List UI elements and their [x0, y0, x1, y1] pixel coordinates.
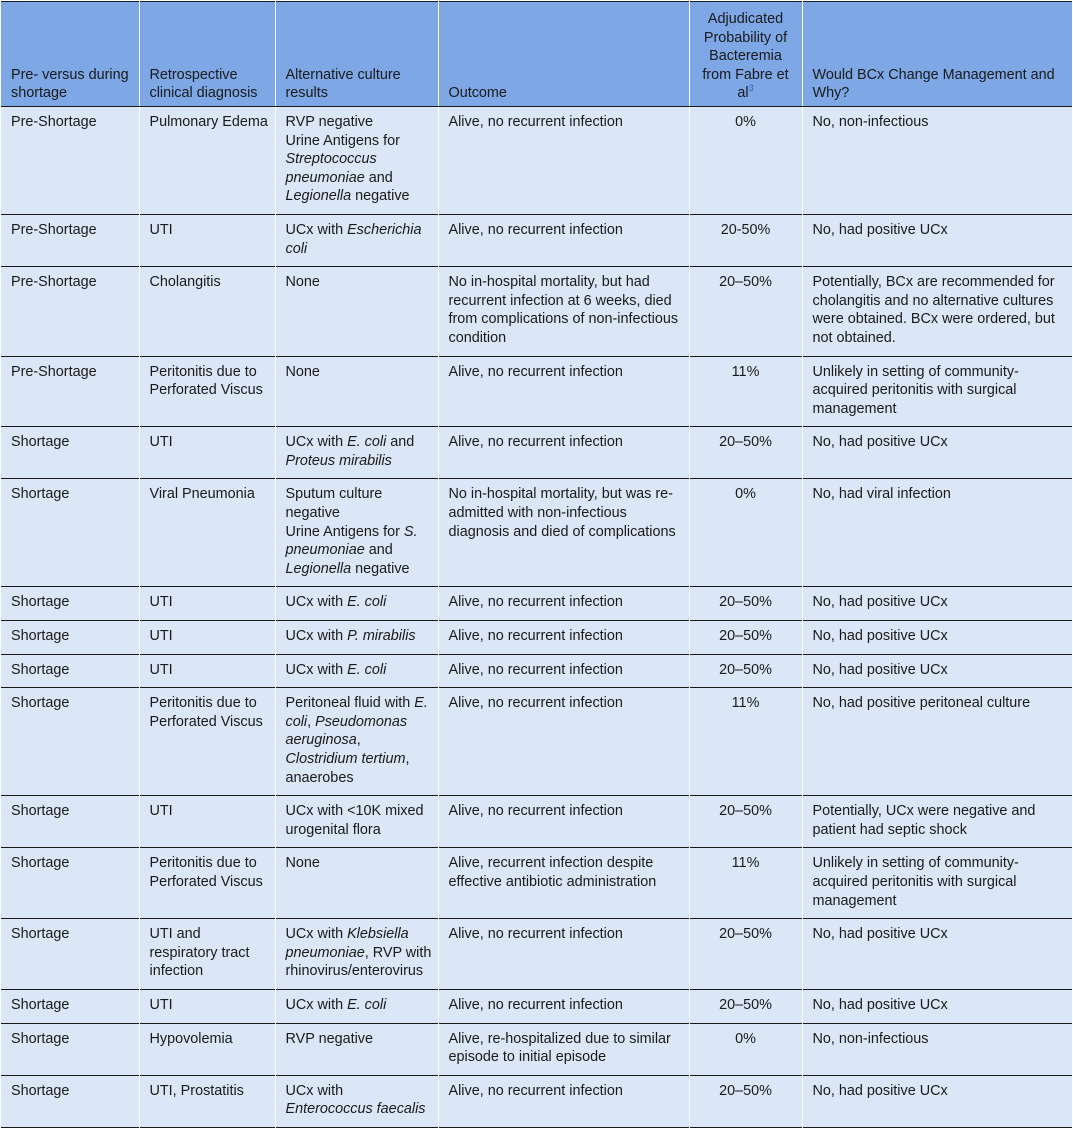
- cell-period: Shortage: [1, 1075, 139, 1127]
- cell-cultures: UCx with Klebsiella pneumoniae, RVP with rhinovirus/enterovirus: [275, 919, 438, 990]
- table-row: [1, 587, 1072, 621]
- table-row: [1, 989, 1072, 1023]
- cell-period: Shortage: [1, 654, 139, 688]
- cell-probability: 0%: [689, 106, 802, 214]
- cell-period: Pre-Shortage: [1, 214, 139, 266]
- cell-probability: 11%: [689, 356, 802, 427]
- header-row: [1, 2, 1072, 107]
- cell-cultures: UCx with Enterococcus faecalis: [275, 1075, 438, 1127]
- cell-cultures: RVP negative Urine Antigens for Streptococcus pneumoniae and Legionella negative: [275, 106, 438, 214]
- cell-period: Shortage: [1, 1023, 139, 1075]
- table-row: [1, 919, 1072, 990]
- cell-change: No, non-infectious: [802, 1023, 1072, 1075]
- cell-diagnosis: Hypovolemia: [139, 1023, 275, 1075]
- cell-probability: 20–50%: [689, 796, 802, 848]
- cell-change: Unlikely in setting of community-acquired peritonitis with surgical management: [802, 848, 1072, 919]
- cell-outcome: No in-hospital mortality, but had recurrent infection at 6 weeks, died from complications of non-infectious condition: [438, 267, 689, 356]
- cell-cultures: None: [275, 848, 438, 919]
- cell-cultures: None: [275, 267, 438, 356]
- cell-diagnosis: UTI: [139, 587, 275, 621]
- cell-probability: 20–50%: [689, 621, 802, 655]
- cell-period: Pre-Shortage: [1, 267, 139, 356]
- cell-change: No, had positive UCx: [802, 621, 1072, 655]
- cell-period: Shortage: [1, 621, 139, 655]
- cell-cultures: UCx with Escherichia coli: [275, 214, 438, 266]
- cell-period: Shortage: [1, 587, 139, 621]
- header-cultures: Alternative culture results: [275, 2, 438, 107]
- table-row: [1, 214, 1072, 266]
- cell-probability: 0%: [689, 1023, 802, 1075]
- header-probability: [689, 2, 802, 107]
- cell-change: No, had positive UCx: [802, 214, 1072, 266]
- header-change: Would BCx Change Management and Why?: [802, 2, 1072, 107]
- cell-period: Shortage: [1, 989, 139, 1023]
- cell-outcome: Alive, no recurrent infection: [438, 587, 689, 621]
- cell-diagnosis: Viral Pneumonia: [139, 479, 275, 587]
- cell-cultures: RVP negative: [275, 1023, 438, 1075]
- cell-period: Shortage: [1, 479, 139, 587]
- cell-cultures: UCx with P. mirabilis: [275, 621, 438, 655]
- cell-period: Pre-Shortage: [1, 106, 139, 214]
- cell-cultures: Peritoneal fluid with E. coli, Pseudomonas aeruginosa, Clostridium tertium, anaerobes: [275, 688, 438, 796]
- cell-outcome: Alive, no recurrent infection: [438, 106, 689, 214]
- cell-change: Potentially, BCx are recommended for cholangitis and no alternative cultures were obtained. BCx were ordered, but not obtained.: [802, 267, 1072, 356]
- cell-diagnosis: UTI: [139, 621, 275, 655]
- table-row: [1, 621, 1072, 655]
- cell-cultures: UCx with E. coli: [275, 654, 438, 688]
- table-row: [1, 1075, 1072, 1127]
- cell-period: Shortage: [1, 688, 139, 796]
- cell-change: Unlikely in setting of community-acquired peritonitis with surgical management: [802, 356, 1072, 427]
- table-header: [1, 2, 1072, 107]
- table-row: [1, 267, 1072, 356]
- table-row: [1, 106, 1072, 214]
- reference-link[interactable]: 3: [748, 83, 754, 94]
- cell-probability: 11%: [689, 688, 802, 796]
- cell-diagnosis: UTI: [139, 796, 275, 848]
- cell-probability: 20–50%: [689, 654, 802, 688]
- cell-diagnosis: Pulmonary Edema: [139, 106, 275, 214]
- cell-diagnosis: UTI: [139, 654, 275, 688]
- cell-outcome: Alive, no recurrent infection: [438, 654, 689, 688]
- table-row: [1, 796, 1072, 848]
- cell-change: No, had positive UCx: [802, 654, 1072, 688]
- cell-outcome: Alive, no recurrent infection: [438, 919, 689, 990]
- cell-diagnosis: UTI: [139, 427, 275, 479]
- header-probability-label: Adjudicated Probability of Bacteremia from Fabre et al: [702, 11, 789, 102]
- cell-cultures: UCx with <10K mixed urogenital flora: [275, 796, 438, 848]
- cell-cultures: UCx with E. coli: [275, 989, 438, 1023]
- cell-cultures: Sputum culture negative Urine Antigens for S. pneumoniae and Legionella negative: [275, 479, 438, 587]
- cell-cultures: UCx with E. coli: [275, 587, 438, 621]
- header-period: Pre- versus during shortage: [1, 2, 139, 107]
- cell-outcome: Alive, no recurrent infection: [438, 1075, 689, 1127]
- header-outcome: Outcome: [438, 2, 689, 107]
- cell-probability: 20-50%: [689, 214, 802, 266]
- cell-period: Shortage: [1, 919, 139, 990]
- table-row: [1, 479, 1072, 587]
- cell-period: Shortage: [1, 427, 139, 479]
- cell-change: No, had positive UCx: [802, 427, 1072, 479]
- cell-change: No, had positive UCx: [802, 919, 1072, 990]
- cell-change: No, had positive peritoneal culture: [802, 688, 1072, 796]
- cell-change: No, non-infectious: [802, 106, 1072, 214]
- table-row: [1, 848, 1072, 919]
- cell-diagnosis: UTI, Prostatitis: [139, 1075, 275, 1127]
- cell-diagnosis: Peritonitis due to Perforated Viscus: [139, 848, 275, 919]
- cell-period: Shortage: [1, 796, 139, 848]
- cell-diagnosis: Cholangitis: [139, 267, 275, 356]
- cell-probability: 20–50%: [689, 1075, 802, 1127]
- cell-diagnosis: UTI and respiratory tract infection: [139, 919, 275, 990]
- cell-probability: 20–50%: [689, 427, 802, 479]
- header-diagnosis: Retrospective clinical diagnosis: [139, 2, 275, 107]
- cell-diagnosis: UTI: [139, 214, 275, 266]
- table-row: [1, 427, 1072, 479]
- cell-outcome: Alive, re-hospitalized due to similar episode to initial episode: [438, 1023, 689, 1075]
- cell-change: No, had positive UCx: [802, 587, 1072, 621]
- cell-change: No, had viral infection: [802, 479, 1072, 587]
- cell-diagnosis: UTI: [139, 989, 275, 1023]
- cell-probability: 20–50%: [689, 267, 802, 356]
- cell-outcome: Alive, no recurrent infection: [438, 796, 689, 848]
- cell-period: Shortage: [1, 848, 139, 919]
- cell-period: Pre-Shortage: [1, 356, 139, 427]
- cell-outcome: Alive, no recurrent infection: [438, 427, 689, 479]
- cell-probability: 20–50%: [689, 989, 802, 1023]
- cell-cultures: UCx with E. coli and Proteus mirabilis: [275, 427, 438, 479]
- cell-diagnosis: Peritonitis due to Perforated Viscus: [139, 688, 275, 796]
- cell-cultures: None: [275, 356, 438, 427]
- cell-outcome: Alive, no recurrent infection: [438, 989, 689, 1023]
- table-row: [1, 1023, 1072, 1075]
- cell-outcome: Alive, no recurrent infection: [438, 356, 689, 427]
- cell-probability: 20–50%: [689, 587, 802, 621]
- cell-outcome: Alive, recurrent infection despite effective antibiotic administration: [438, 848, 689, 919]
- table-row: [1, 654, 1072, 688]
- cell-outcome: Alive, no recurrent infection: [438, 688, 689, 796]
- cell-outcome: Alive, no recurrent infection: [438, 621, 689, 655]
- cell-outcome: No in-hospital mortality, but was re-admitted with non-infectious diagnosis and died of complications: [438, 479, 689, 587]
- cell-change: Potentially, UCx were negative and patient had septic shock: [802, 796, 1072, 848]
- table-row: [1, 356, 1072, 427]
- cell-probability: 11%: [689, 848, 802, 919]
- table-row: [1, 688, 1072, 796]
- cell-outcome: Alive, no recurrent infection: [438, 214, 689, 266]
- cell-probability: 20–50%: [689, 919, 802, 990]
- cell-change: No, had positive UCx: [802, 1075, 1072, 1127]
- cell-probability: 0%: [689, 479, 802, 587]
- cell-diagnosis: Peritonitis due to Perforated Viscus: [139, 356, 275, 427]
- cell-change: No, had positive UCx: [802, 989, 1072, 1023]
- table-body: [1, 106, 1072, 1127]
- culture-results-table: [1, 1, 1072, 1128]
